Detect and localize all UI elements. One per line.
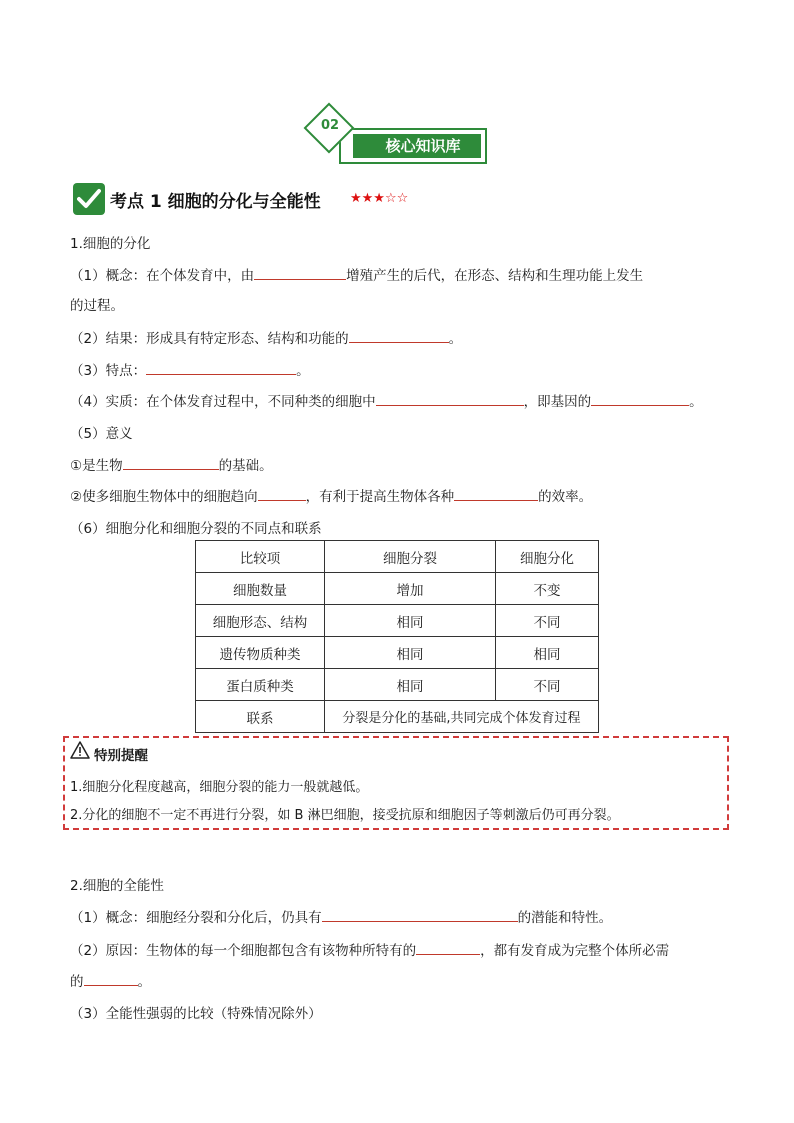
comparison-table xyxy=(195,540,599,733)
text: ①是生物 xyxy=(70,458,123,474)
table-header-cell: 细胞分化 xyxy=(496,541,599,573)
table-cell: 不同 xyxy=(496,669,599,701)
text: 的潜能和特性。 xyxy=(517,910,613,926)
text: ，有利于提高生物体各种 xyxy=(305,489,455,505)
fill-blank[interactable] xyxy=(322,909,518,922)
concept-line xyxy=(70,264,643,284)
feature-line xyxy=(70,359,310,379)
fill-blank[interactable] xyxy=(258,488,306,501)
text: 的基础。 xyxy=(218,458,273,474)
table-cell: 相同 xyxy=(325,605,496,637)
table-row xyxy=(196,637,599,669)
table-cell: 相同 xyxy=(496,637,599,669)
table-cell: 相同 xyxy=(325,669,496,701)
table-cell: 相同 xyxy=(325,637,496,669)
text: （4）实质：在个体发育过程中，不同种类的细胞中 xyxy=(70,394,376,410)
table-cell: 蛋白质种类 xyxy=(196,669,325,701)
table-cell: 增加 xyxy=(325,573,496,605)
text: 的 xyxy=(70,974,84,990)
table-cell: 不变 xyxy=(496,573,599,605)
text: （2）原因：生物体的每一个细胞都包含有该物种所特有的 xyxy=(70,943,417,959)
table-header-row xyxy=(196,541,599,573)
table-cell: 细胞数量 xyxy=(196,573,325,605)
check-icon xyxy=(73,183,105,215)
text: 。 xyxy=(137,974,151,990)
fill-blank[interactable] xyxy=(349,330,449,343)
fill-blank[interactable] xyxy=(454,488,538,501)
text: （3）特点： xyxy=(70,363,147,379)
heading-differentiation: 1.细胞的分化 xyxy=(70,236,151,252)
reminder-item: 1.细胞分化程度越高，细胞分裂的能力一般就越低。 xyxy=(70,780,369,795)
fill-blank[interactable] xyxy=(84,973,138,986)
meaning-2 xyxy=(70,485,592,505)
text: （2）结果：形成具有特定形态、结构和功能的 xyxy=(70,331,349,347)
fill-blank[interactable] xyxy=(254,267,346,280)
text: 的效率。 xyxy=(538,489,593,505)
reminder-item: 2.分化的细胞不一定不再进行分裂，如 B 淋巴细胞，接受抗原和细胞因子等刺激后仍可再分裂。 xyxy=(70,808,620,823)
table-row xyxy=(196,605,599,637)
section-title: 考点 1 细胞的分化与全能性 xyxy=(110,192,321,212)
text: ②使多细胞生物体中的细胞趋向 xyxy=(70,489,258,505)
table-header-cell: 比较项 xyxy=(196,541,325,573)
badge-number: 02 xyxy=(320,118,340,133)
warning-icon xyxy=(70,741,90,763)
table-header-cell: 细胞分裂 xyxy=(325,541,496,573)
fill-blank[interactable] xyxy=(146,362,296,375)
meaning-1 xyxy=(70,454,273,474)
totipotency-concept xyxy=(70,906,612,926)
table-row xyxy=(196,669,599,701)
essence-line xyxy=(70,390,703,410)
fill-blank[interactable] xyxy=(123,457,219,470)
totipotency-reason xyxy=(70,939,669,959)
text: 。 xyxy=(689,394,703,410)
text: 。 xyxy=(296,363,310,379)
totipotency-reason-2 xyxy=(70,970,151,990)
text: ，都有发育成为完整个体所必需 xyxy=(480,943,670,959)
badge-title: 核心知识库 xyxy=(353,134,481,158)
table-cell: 分裂是分化的基础,共同完成个体发育过程 xyxy=(325,701,599,733)
text: ，即基因的 xyxy=(523,394,592,410)
difficulty-stars: ★★★☆☆ xyxy=(350,191,409,206)
fill-blank[interactable] xyxy=(591,393,689,406)
result-line xyxy=(70,327,462,347)
table-row xyxy=(196,573,599,605)
section-badge xyxy=(339,128,487,164)
concept-line-2: 的过程。 xyxy=(70,298,124,314)
table-cell: 细胞形态、结构 xyxy=(196,605,325,637)
text: 。 xyxy=(448,331,463,347)
fill-blank[interactable] xyxy=(376,393,524,406)
text: 增殖产生的后代，在形态、结构和生理功能上发生 xyxy=(346,268,644,284)
fill-blank[interactable] xyxy=(416,942,480,955)
text: （1）概念：在个体发育中，由 xyxy=(70,268,255,284)
text: （1）概念：细胞经分裂和分化后，仍具有 xyxy=(70,910,322,926)
reminder-title: 特别提醒 xyxy=(94,748,148,764)
table-cell: 遗传物质种类 xyxy=(196,637,325,669)
table-cell: 不同 xyxy=(496,605,599,637)
meaning-heading: （5）意义 xyxy=(70,426,133,442)
heading-totipotency: 2.细胞的全能性 xyxy=(70,878,164,894)
table-cell: 联系 xyxy=(196,701,325,733)
compare-heading: （6）细胞分化和细胞分裂的不同点和联系 xyxy=(70,521,322,537)
table-row xyxy=(196,701,599,733)
totipotency-compare: （3）全能性强弱的比较（特殊情况除外） xyxy=(70,1006,322,1022)
